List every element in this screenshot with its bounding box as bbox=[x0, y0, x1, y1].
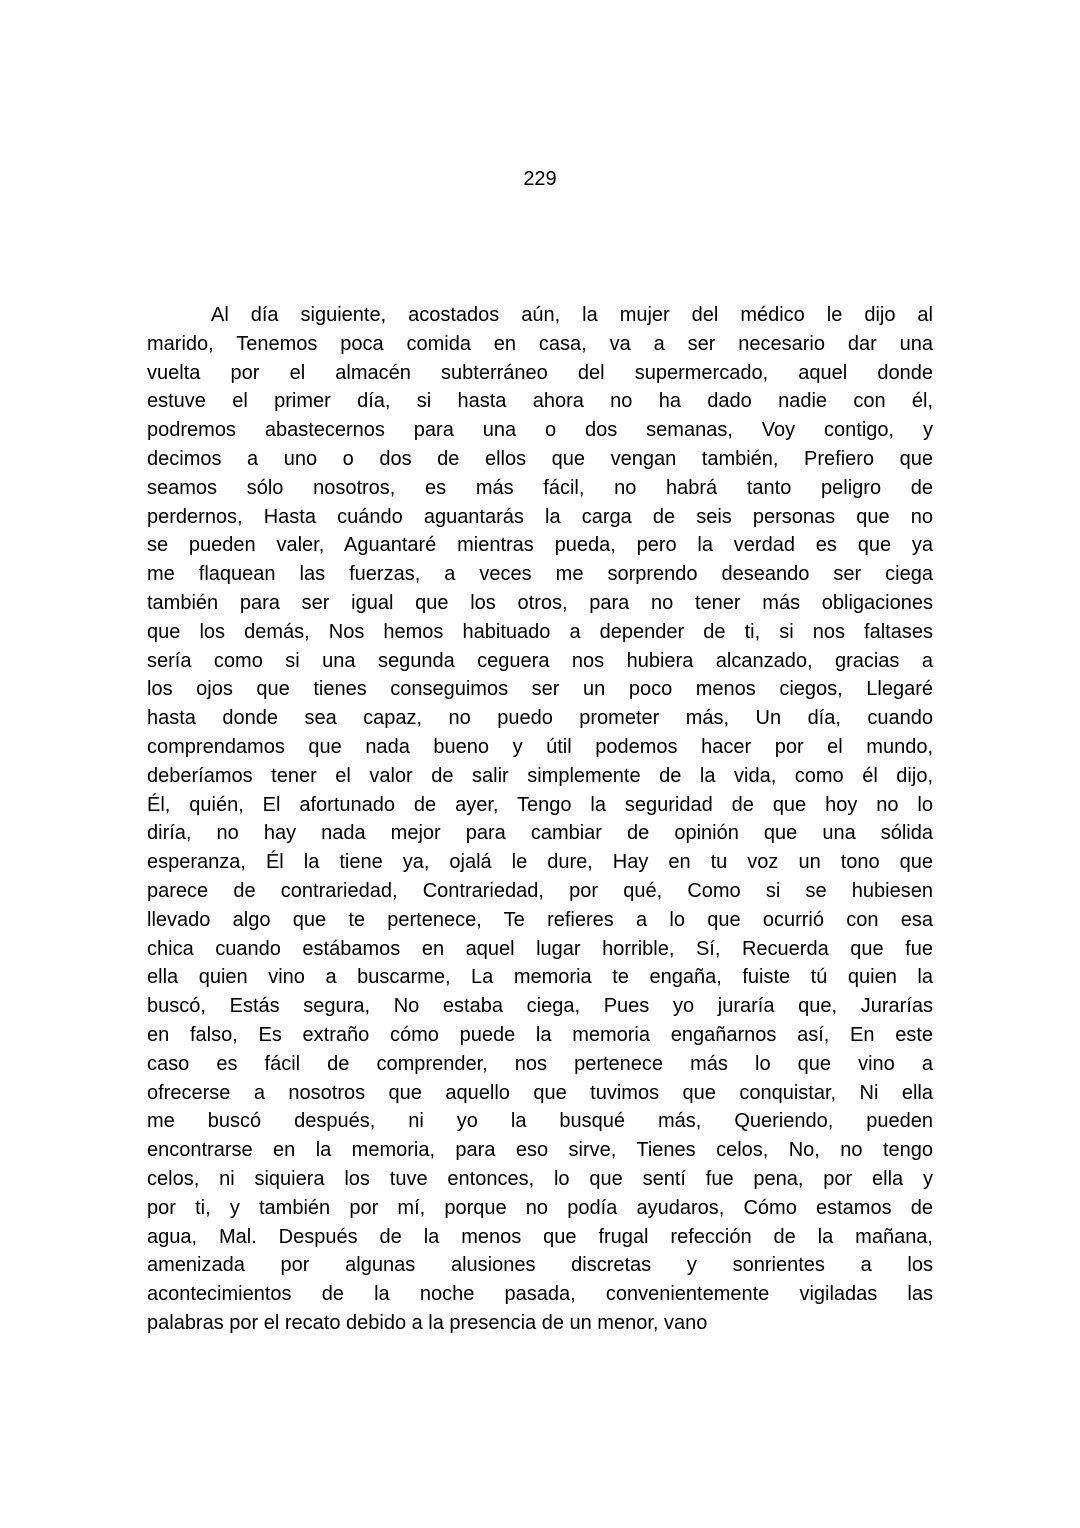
text-line: comprendamos que nada bueno y útil podemos hacer por el mundo, bbox=[147, 735, 933, 758]
text-line: me flaquean las fuerzas, a veces me sorprendo deseando ser ciega bbox=[147, 563, 933, 586]
text-line: me buscó después, ni yo la busqué más, Queriendo, pueden bbox=[147, 1110, 933, 1133]
text-line: palabras por el recato debido a la presencia de un menor, vano bbox=[147, 1311, 708, 1334]
text-line: que los demás, Nos hemos habituado a depender de ti, si nos faltases bbox=[147, 620, 933, 643]
page-number: 229 bbox=[523, 168, 557, 190]
text-line: buscó, Estás segura, No estaba ciega, Pues yo juraría que, Jurarías bbox=[147, 995, 933, 1018]
text-line: llevado algo que te pertenece, Te refieres a lo que ocurrió con esa bbox=[147, 908, 933, 931]
text-line: marido, Tenemos poca comida en casa, va a ser necesario dar una bbox=[147, 332, 933, 355]
text-line: acontecimientos de la noche pasada, convenientemente vigiladas las bbox=[147, 1283, 933, 1306]
text-line: esperanza, Él la tiene ya, ojalá le dure, Hay en tu voz un tono que bbox=[147, 851, 933, 874]
text-line: se pueden valer, Aguantaré mientras pueda, pero la verdad es que ya bbox=[147, 534, 933, 557]
text-line: estuve el primer día, si hasta ahora no ha dado nadie con él, bbox=[147, 390, 933, 413]
text-line: seamos sólo nosotros, es más fácil, no habrá tanto peligro de bbox=[147, 476, 933, 499]
paragraph bbox=[147, 301, 933, 1338]
text-line: amenizada por algunas alusiones discretas y sonrientes a los bbox=[147, 1254, 933, 1277]
text-line: sería como si una segunda ceguera nos hubiera alcanzado, gracias a bbox=[147, 649, 933, 672]
text-line: por ti, y también por mí, porque no podía ayudaros, Cómo estamos de bbox=[147, 1196, 933, 1219]
text-line: diría, no hay nada mejor para cambiar de opinión que una sólida bbox=[147, 822, 933, 845]
text-line: Al día siguiente, acostados aún, la mujer del médico le dijo al bbox=[211, 304, 933, 326]
text-line: perdernos, Hasta cuándo aguantarás la carga de seis personas que no bbox=[147, 505, 933, 528]
page-content bbox=[147, 301, 933, 1338]
text-line: decimos a uno o dos de ellos que vengan también, Prefiero que bbox=[147, 447, 933, 470]
text-line: hasta donde sea capaz, no puedo prometer más, Un día, cuando bbox=[147, 707, 933, 730]
text-line: también para ser igual que los otros, para no tener más obligaciones bbox=[147, 591, 933, 614]
text-line: Él, quién, El afortunado de ayer, Tengo la seguridad de que hoy no lo bbox=[147, 793, 933, 816]
text-line: podremos abastecernos para una o dos semanas, Voy contigo, y bbox=[147, 419, 933, 442]
text-line: ofrecerse a nosotros que aquello que tuvimos que conquistar, Ni ella bbox=[147, 1081, 933, 1104]
text-line: parece de contrariedad, Contrariedad, por qué, Como si se hubiesen bbox=[147, 879, 933, 902]
text-line: agua, Mal. Después de la menos que frugal refección de la mañana, bbox=[147, 1225, 933, 1248]
text-line: encontrarse en la memoria, para eso sirve, Tienes celos, No, no tengo bbox=[147, 1139, 933, 1162]
text-line: deberíamos tener el valor de salir simplemente de la vida, como él dijo, bbox=[147, 764, 933, 787]
text-line: chica cuando estábamos en aquel lugar horrible, Sí, Recuerda que fue bbox=[147, 937, 933, 960]
text-line: ella quien vino a buscarme, La memoria te engaña, fuiste tú quien la bbox=[147, 966, 933, 989]
text-line: los ojos que tienes conseguimos ser un poco menos ciegos, Llegaré bbox=[147, 678, 933, 701]
text-line: en falso, Es extraño cómo puede la memoria engañarnos así, En este bbox=[147, 1023, 933, 1046]
text-line: vuelta por el almacén subterráneo del supermercado, aquel donde bbox=[147, 361, 933, 384]
text-line: celos, ni siquiera los tuve entonces, lo que sentí fue pena, por ella y bbox=[147, 1167, 933, 1190]
text-line: caso es fácil de comprender, nos pertenece más lo que vino a bbox=[147, 1052, 933, 1075]
